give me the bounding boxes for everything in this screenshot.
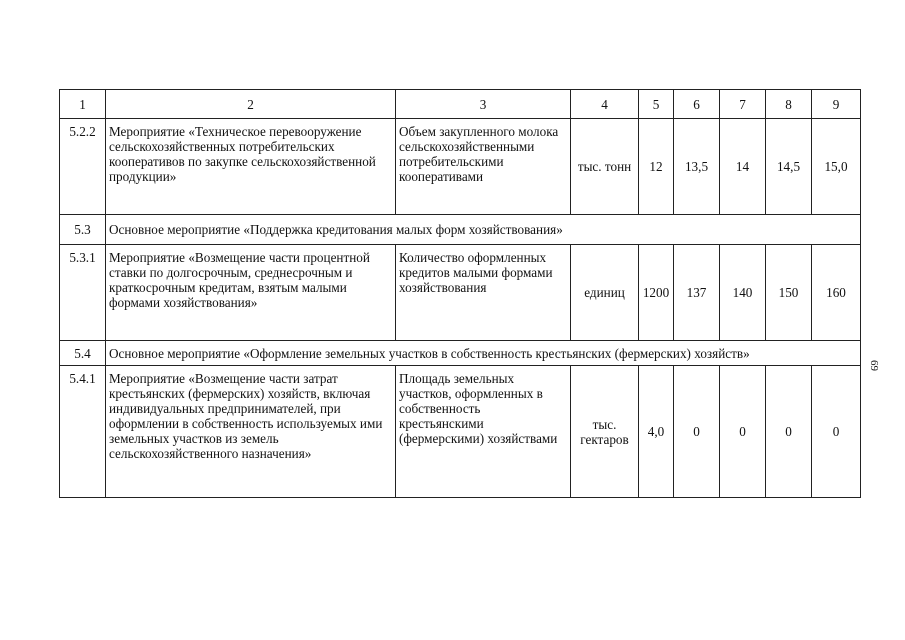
indicator-cell: Объем закупленного молока сельскохозяйственными потребительскими кооперативами	[396, 119, 571, 215]
value-cell: 13,5	[674, 119, 720, 215]
unit-cell: тыс. тонн	[571, 119, 639, 215]
measure-cell: Мероприятие «Возмещение части процентной ставки по долгосрочным, среднесрочным и краткосрочным кредитам, взятым малыми формами хозяйствования»	[106, 245, 396, 341]
unit-cell: тыс. гектаров	[571, 366, 639, 498]
value-cell: 0	[720, 366, 766, 498]
value-cell: 0	[766, 366, 812, 498]
header-cell: 1	[60, 90, 106, 119]
row-number: 5.2.2	[60, 119, 106, 215]
header-cell: 5	[639, 90, 674, 119]
header-cell: 2	[106, 90, 396, 119]
value-cell: 0	[812, 366, 861, 498]
value-cell: 12	[639, 119, 674, 215]
page-number: 69	[868, 360, 880, 371]
value-cell: 14,5	[766, 119, 812, 215]
value-cell: 15,0	[812, 119, 861, 215]
header-cell: 6	[674, 90, 720, 119]
indicator-cell: Количество оформленных кредитов малыми формами хозяйствования	[396, 245, 571, 341]
header-cell: 4	[571, 90, 639, 119]
row-number: 5.3	[60, 215, 106, 245]
row-number: 5.4	[60, 341, 106, 366]
table-row	[60, 245, 861, 341]
header-cell: 7	[720, 90, 766, 119]
section-title: Основное мероприятие «Оформление земельных участков в собственность крестьянских (фермерских) хозяйств»	[106, 341, 861, 366]
section-row	[60, 215, 861, 245]
header-cell: 8	[766, 90, 812, 119]
value-cell: 150	[766, 245, 812, 341]
header-cell: 3	[396, 90, 571, 119]
value-cell: 4,0	[639, 366, 674, 498]
section-title: Основное мероприятие «Поддержка кредитования малых форм хозяйствования»	[106, 215, 861, 245]
header-cell: 9	[812, 90, 861, 119]
value-cell: 137	[674, 245, 720, 341]
indicator-cell: Площадь земельных участков, оформленных в собственность крестьянскими (фермерскими) хозяйствами	[396, 366, 571, 498]
unit-cell: единиц	[571, 245, 639, 341]
value-cell: 140	[720, 245, 766, 341]
measure-cell: Мероприятие «Техническое перевооружение сельскохозяйственных потребительских кооперативов по закупке сельскохозяйственной продукции»	[106, 119, 396, 215]
row-number: 5.3.1	[60, 245, 106, 341]
value-cell: 160	[812, 245, 861, 341]
table-row	[60, 119, 861, 215]
program-indicators-table	[59, 89, 861, 498]
section-row	[60, 341, 861, 366]
measure-cell: Мероприятие «Возмещение части затрат крестьянских (фермерских) хозяйств, включая индивидуальных предпринимателей, при оформлении в собственность используемых ими земельных участков из земель сельскохозяйственного назначения»	[106, 366, 396, 498]
value-cell: 14	[720, 119, 766, 215]
value-cell: 1200	[639, 245, 674, 341]
table-header-row	[60, 90, 861, 119]
row-number: 5.4.1	[60, 366, 106, 498]
value-cell: 0	[674, 366, 720, 498]
table-row	[60, 366, 861, 498]
